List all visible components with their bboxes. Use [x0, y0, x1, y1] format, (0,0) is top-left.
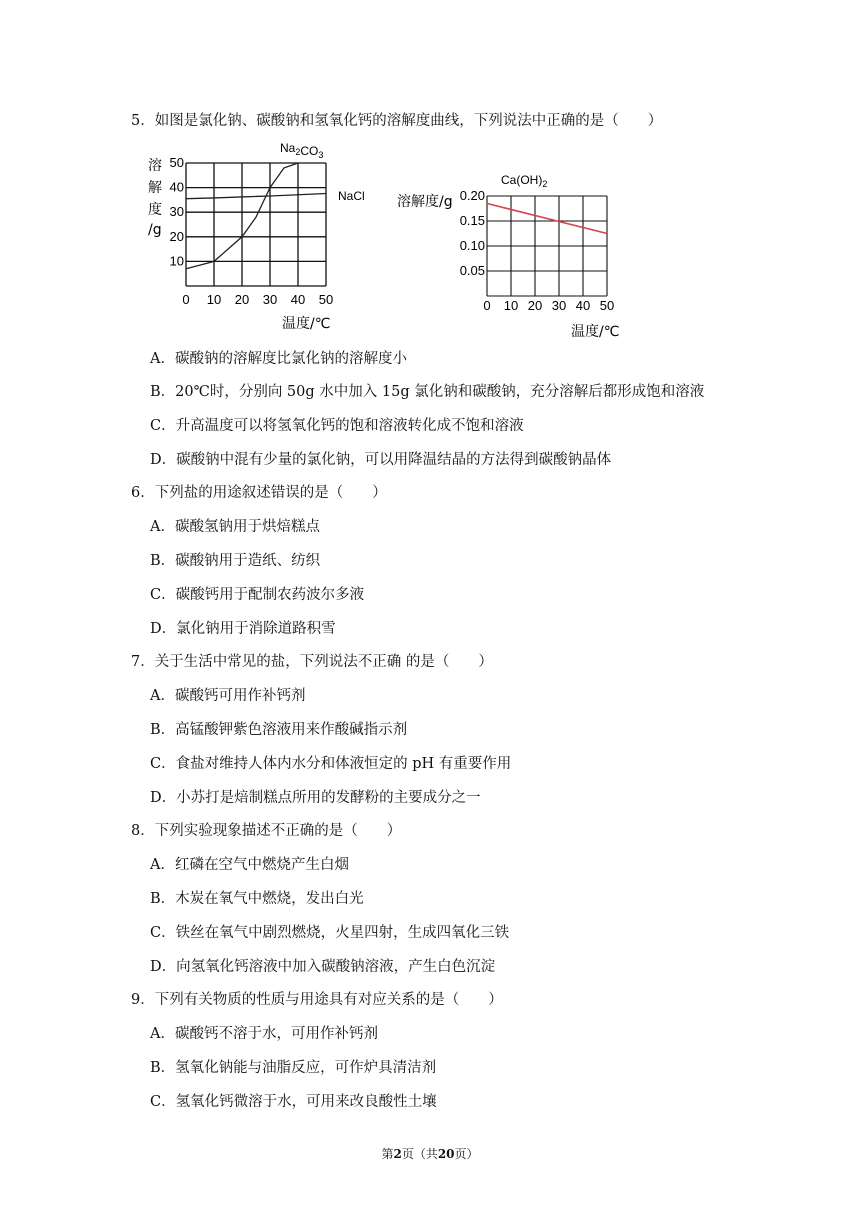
question-5-option-d: D．碳酸钠中混有少量的氯化钠，可以用降温结晶的方法得到碳酸钠晶体	[150, 452, 612, 468]
chart1-xlabel: 温度/℃	[282, 316, 331, 332]
question-6-option-d: D．氯化钠用于消除道路积雪	[150, 621, 336, 637]
question-9-option-c: C．氢氧化钙微溶于水，可用来改良酸性土壤	[150, 1094, 437, 1110]
chart1-grid	[186, 163, 326, 286]
chart1-y-tick-label: 10	[169, 253, 184, 269]
chart2-y-tick-label: 0.15	[459, 213, 485, 228]
chart1-ticks	[170, 155, 334, 307]
question-6-option-a: A．碳酸氢钠用于烘焙糕点	[150, 519, 320, 535]
chart1-ylabel-1: 溶	[148, 158, 162, 174]
chart2-series	[487, 204, 607, 234]
chart1-x-tick-label: 40	[290, 292, 306, 307]
chart2-grid	[487, 196, 607, 296]
chart1-y-tick-label: 40	[169, 179, 184, 195]
chart2-x-tick-label: 0	[483, 298, 491, 313]
question-7-option-d: D．小苏打是焙制糕点所用的发酵粉的主要成分之一	[150, 790, 481, 806]
chart1-x-tick-label: 20	[234, 292, 250, 307]
solubility-chart-nacl-na2co3	[140, 138, 380, 338]
footer-page-number: 2	[393, 1147, 402, 1161]
chart2-x-tick-label: 20	[527, 298, 543, 313]
chart2-x-tick-label: 50	[599, 298, 615, 313]
question-7-stem: 7．关于生活中常见的盐，下列说法不正确 的是（ ）	[131, 654, 493, 670]
chart1-x-tick-label: 50	[318, 292, 334, 307]
chart1-y-tick-label: 50	[169, 155, 184, 170]
chart1-line-nacl	[186, 194, 326, 199]
page-footer	[0, 1145, 860, 1162]
question-6-option-b: B．碳酸钠用于造纸、纺织	[150, 553, 321, 569]
question-5-option-a: A．碳酸钠的溶解度比氯化钠的溶解度小	[150, 351, 407, 367]
chart2-ylabel: 溶解度/g	[397, 194, 453, 210]
question-8-option-d: D．向氢氧化钙溶液中加入碳酸钠溶液，产生白色沉淀	[150, 959, 496, 975]
chart1-ylabel-4: /g	[148, 222, 162, 238]
chart1-x-tick-label: 0	[182, 292, 190, 307]
footer-suffix: 页）	[454, 1147, 479, 1161]
chart1-series-label-na2co3: $Na_2CO_3$	[280, 141, 324, 160]
question-6-stem: 6．下列盐的用途叙述错误的是（ ）	[131, 485, 387, 501]
chart2-y-tick-label: 0.20	[459, 188, 485, 203]
question-5-stem: 5．如图是氯化钠、碳酸钠和氢氧化钙的溶解度曲线，下列说法中正确的是（ ）	[131, 113, 663, 129]
question-9-option-b: B．氢氧化钠能与油脂反应，可作炉具清洁剂	[150, 1060, 437, 1076]
question-7-option-c: C．食盐对维持人体内水分和体液恒定的 pH 有重要作用	[150, 756, 512, 772]
footer-middle: 页（共	[401, 1147, 438, 1161]
chart1-y-tick-label: 30	[169, 204, 184, 220]
chart2-y-tick-label: 0.05	[459, 263, 485, 278]
question-5-option-c: C．升高温度可以将氢氧化钙的饱和溶液转化成不饱和溶液	[150, 418, 524, 434]
question-8-option-a: A．红磷在空气中燃烧产生白烟	[150, 857, 349, 873]
question-9-option-a: A．碳酸钙不溶于水，可用作补钙剂	[150, 1026, 378, 1042]
footer-prefix: 第	[381, 1147, 394, 1161]
chart2-series-label-caoh2: $Ca(OH)_2$	[501, 173, 548, 189]
chart1-series-label-nacl: NaCl	[338, 189, 365, 203]
question-7-option-a: A．碳酸钙可用作补钙剂	[150, 688, 306, 704]
chart1-x-tick-label: 10	[206, 292, 222, 307]
chart2-xlabel: 温度/℃	[571, 324, 620, 340]
chart1-x-tick-label: 30	[262, 292, 278, 307]
chart1-y-tick-label: 20	[169, 228, 184, 244]
question-8-option-b: B．木炭在氧气中燃烧，发出白光	[150, 891, 364, 907]
footer-total-pages: 20	[437, 1147, 455, 1161]
chart2-line-caoh2	[487, 204, 607, 234]
chart1-ylabel-3: 度	[148, 202, 162, 218]
chart2-y-tick-label: 0.10	[459, 238, 485, 253]
chart2-x-tick-label: 30	[551, 298, 567, 313]
chart1-series	[186, 163, 326, 269]
chart1-ylabel-2: 解	[148, 180, 162, 196]
question-9-stem: 9．下列有关物质的性质与用途具有对应关系的是（ ）	[131, 992, 503, 1008]
question-8-option-c: C．铁丝在氧气中剧烈燃烧，火星四射，生成四氧化三铁	[150, 925, 510, 941]
question-8-stem: 8．下列实验现象描述不正确的是（ ）	[131, 823, 402, 839]
question-7-option-b: B．高锰酸钾紫色溶液用来作酸碱指示剂	[150, 722, 408, 738]
chart2-x-tick-label: 10	[503, 298, 519, 313]
solubility-chart-caoh2	[395, 170, 625, 342]
question-6-option-c: C．碳酸钙用于配制农药波尔多液	[150, 587, 365, 603]
chart2-x-tick-label: 40	[575, 298, 591, 313]
chart2-ticks	[460, 188, 615, 313]
question-5-option-b: B．20℃时，分别向 50g 水中加入 15g 氯化钠和碳酸钠，充分溶解后都形成饱和溶液	[150, 384, 705, 400]
